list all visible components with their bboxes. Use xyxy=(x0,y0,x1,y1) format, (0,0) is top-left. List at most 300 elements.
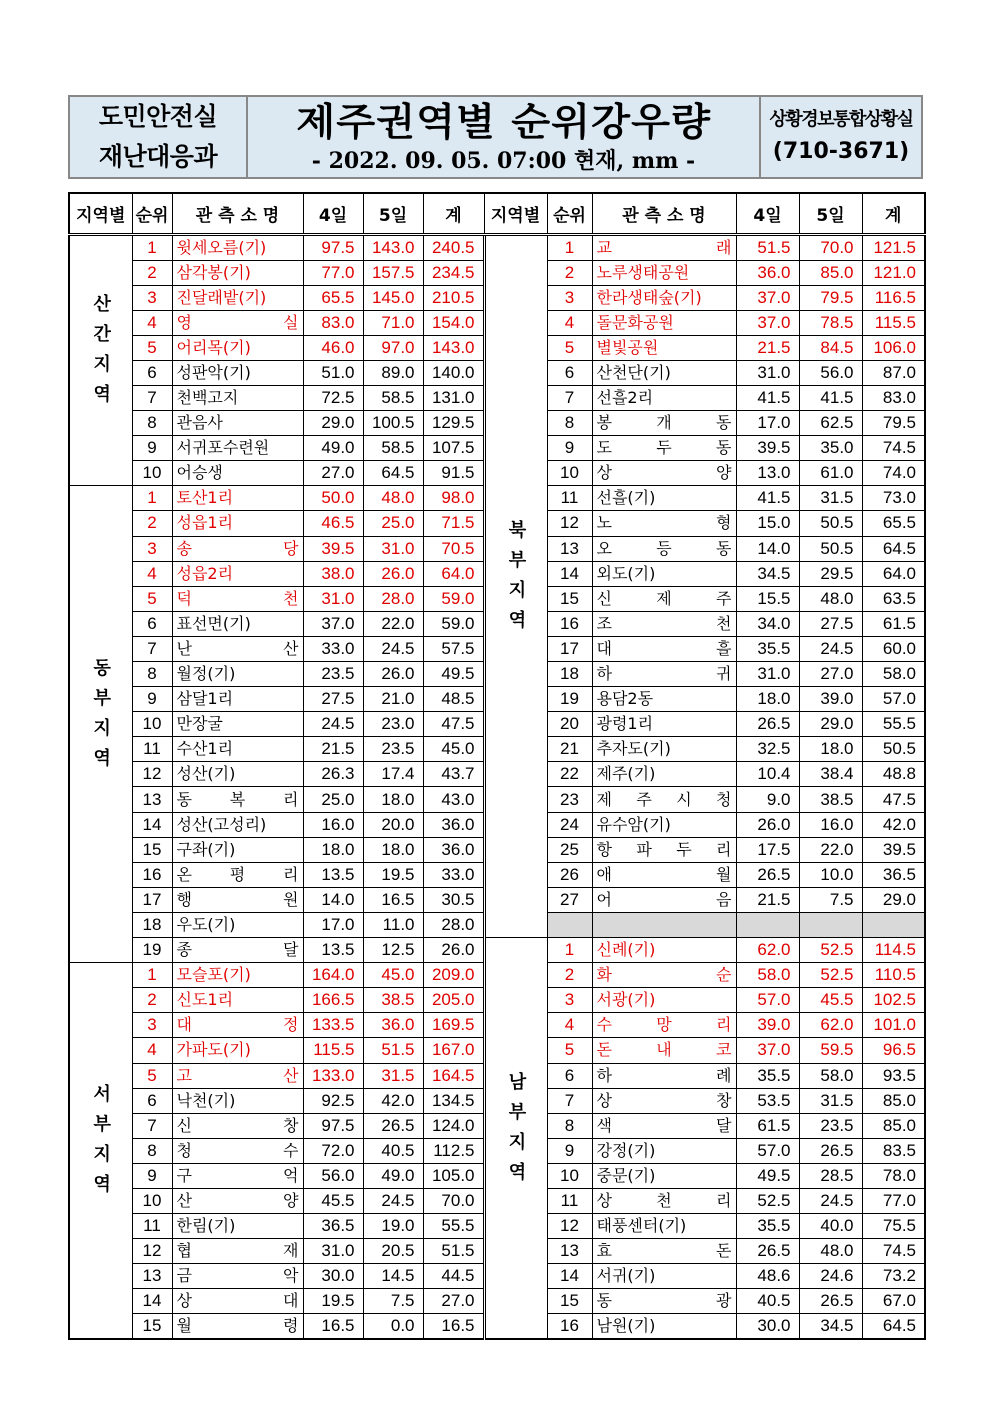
column-header: 지역별 xyxy=(69,193,132,234)
day5-value-cell: 62.5 xyxy=(799,411,862,436)
day4-value-cell: 30.0 xyxy=(736,1314,799,1340)
station-name-cell: 신례(기) xyxy=(592,938,736,963)
rank-cell: 6 xyxy=(132,360,172,385)
day4-value-cell: 46.5 xyxy=(303,511,363,536)
total-value-cell: 167.0 xyxy=(423,1038,484,1063)
day5-value-cell: 40.5 xyxy=(363,1138,423,1163)
column-header: 순위 xyxy=(547,193,592,234)
rank-cell: 17 xyxy=(132,887,172,912)
day4-value-cell: 57.0 xyxy=(736,988,799,1013)
total-value-cell: 205.0 xyxy=(423,988,484,1013)
station-name-cell: 구좌(기) xyxy=(172,837,303,862)
column-header: 계 xyxy=(423,193,484,234)
day5-value-cell: 59.5 xyxy=(799,1038,862,1063)
day5-value-cell: 16.0 xyxy=(799,812,862,837)
total-value-cell: 74.5 xyxy=(862,436,925,461)
day5-value-cell: 28.5 xyxy=(799,1163,862,1188)
rank-cell: 13 xyxy=(132,787,172,812)
day4-value-cell: 49.0 xyxy=(303,436,363,461)
office-block xyxy=(761,97,921,177)
rank-cell: 2 xyxy=(132,260,172,285)
day4-value-cell: 83.0 xyxy=(303,310,363,335)
station-name-cell: 산천단(기) xyxy=(592,360,736,385)
day5-value-cell: 45.0 xyxy=(363,963,423,988)
day4-value-cell: 37.0 xyxy=(736,1038,799,1063)
day4-value-cell: 52.5 xyxy=(736,1188,799,1213)
total-value-cell: 143.0 xyxy=(423,335,484,360)
day4-value-cell: 26.5 xyxy=(736,712,799,737)
rank-cell: 1 xyxy=(132,234,172,260)
blank-cell xyxy=(736,912,799,937)
station-name-cell: 모슬포(기) xyxy=(172,963,303,988)
station-name-cell: 성산(고성리) xyxy=(172,812,303,837)
total-value-cell: 134.5 xyxy=(423,1088,484,1113)
day5-value-cell: 19.5 xyxy=(363,862,423,887)
total-value-cell: 55.5 xyxy=(862,712,925,737)
station-name-cell: 구 억 xyxy=(172,1163,303,1188)
day4-value-cell: 37.0 xyxy=(303,611,363,636)
total-value-cell: 85.0 xyxy=(862,1088,925,1113)
blank-cell xyxy=(592,912,736,937)
day5-value-cell: 0.0 xyxy=(363,1314,423,1340)
day5-value-cell: 62.0 xyxy=(799,1013,862,1038)
total-value-cell: 49.5 xyxy=(423,662,484,687)
rank-cell: 6 xyxy=(132,611,172,636)
day4-value-cell: 16.5 xyxy=(303,1314,363,1340)
rank-cell: 12 xyxy=(547,511,592,536)
rank-cell: 1 xyxy=(547,938,592,963)
day5-value-cell: 89.0 xyxy=(363,360,423,385)
day4-value-cell: 72.5 xyxy=(303,385,363,410)
rank-cell: 3 xyxy=(132,285,172,310)
day4-value-cell: 38.0 xyxy=(303,561,363,586)
day5-value-cell: 28.0 xyxy=(363,586,423,611)
day4-value-cell: 9.0 xyxy=(736,787,799,812)
day4-value-cell: 14.0 xyxy=(736,536,799,561)
station-name-cell: 청 수 xyxy=(172,1138,303,1163)
day4-value-cell: 16.0 xyxy=(303,812,363,837)
total-value-cell: 60.0 xyxy=(862,636,925,661)
station-name-cell: 관음사 xyxy=(172,411,303,436)
day5-value-cell: 48.0 xyxy=(363,486,423,511)
day5-value-cell: 24.5 xyxy=(363,1188,423,1213)
station-name-cell: 신도1리 xyxy=(172,988,303,1013)
station-name-cell: 유수암(기) xyxy=(592,812,736,837)
station-name-cell: 표선면(기) xyxy=(172,611,303,636)
day5-value-cell: 50.5 xyxy=(799,536,862,561)
day5-value-cell: 11.0 xyxy=(363,912,423,937)
station-name-cell: 낙천(기) xyxy=(172,1088,303,1113)
day5-value-cell: 18.0 xyxy=(799,737,862,762)
rank-cell: 5 xyxy=(132,335,172,360)
day4-value-cell: 50.0 xyxy=(303,486,363,511)
day4-value-cell: 13.5 xyxy=(303,938,363,963)
region-label xyxy=(69,234,132,486)
day4-value-cell: 35.5 xyxy=(736,636,799,661)
rank-cell: 18 xyxy=(132,912,172,937)
total-value-cell: 36.5 xyxy=(862,862,925,887)
day4-value-cell: 32.5 xyxy=(736,737,799,762)
station-name-cell: 도 두 동 xyxy=(592,436,736,461)
station-name-cell: 신 창 xyxy=(172,1113,303,1138)
day4-value-cell: 21.5 xyxy=(736,335,799,360)
station-name-cell: 어승생 xyxy=(172,461,303,486)
day5-value-cell: 22.0 xyxy=(799,837,862,862)
day4-value-cell: 51.5 xyxy=(736,234,799,260)
station-name-cell: 어리목(기) xyxy=(172,335,303,360)
station-name-cell: 성읍1리 xyxy=(172,511,303,536)
day4-value-cell: 19.5 xyxy=(303,1289,363,1314)
day4-value-cell: 21.5 xyxy=(736,887,799,912)
day4-value-cell: 61.5 xyxy=(736,1113,799,1138)
rank-cell: 9 xyxy=(547,436,592,461)
day4-value-cell: 34.5 xyxy=(736,561,799,586)
station-name-cell: 신 제 주 xyxy=(592,586,736,611)
total-value-cell: 124.0 xyxy=(423,1113,484,1138)
document-header xyxy=(68,95,923,179)
rank-cell: 2 xyxy=(547,260,592,285)
total-value-cell: 63.5 xyxy=(862,586,925,611)
station-name-cell: 추자도(기) xyxy=(592,737,736,762)
station-name-cell: 애 월 xyxy=(592,862,736,887)
rank-cell: 13 xyxy=(132,1264,172,1289)
day4-value-cell: 18.0 xyxy=(303,837,363,862)
day4-value-cell: 26.5 xyxy=(736,862,799,887)
rank-cell: 4 xyxy=(132,310,172,335)
day5-value-cell: 29.0 xyxy=(799,712,862,737)
total-value-cell: 169.5 xyxy=(423,1013,484,1038)
office-phone: (710-3671) xyxy=(772,139,910,164)
day5-value-cell: 38.5 xyxy=(363,988,423,1013)
day5-value-cell: 56.0 xyxy=(799,360,862,385)
station-name-cell: 강정(기) xyxy=(592,1138,736,1163)
total-value-cell: 70.5 xyxy=(423,536,484,561)
day4-value-cell: 40.5 xyxy=(736,1289,799,1314)
total-value-cell: 83.5 xyxy=(862,1138,925,1163)
day4-value-cell: 39.5 xyxy=(303,536,363,561)
region-label-text: 산간지역 xyxy=(90,293,112,414)
station-name-cell: 어 음 xyxy=(592,887,736,912)
total-value-cell: 47.5 xyxy=(862,787,925,812)
total-value-cell: 64.0 xyxy=(862,561,925,586)
rank-cell: 9 xyxy=(547,1138,592,1163)
day4-value-cell: 37.0 xyxy=(736,285,799,310)
station-name-cell: 외도(기) xyxy=(592,561,736,586)
total-value-cell: 65.5 xyxy=(862,511,925,536)
day5-value-cell: 100.5 xyxy=(363,411,423,436)
department-line-2: 재난대응과 xyxy=(98,142,218,171)
rank-cell: 14 xyxy=(547,1264,592,1289)
day5-value-cell: 26.5 xyxy=(799,1289,862,1314)
station-name-cell: 중문(기) xyxy=(592,1163,736,1188)
day4-value-cell: 115.5 xyxy=(303,1038,363,1063)
day5-value-cell: 71.0 xyxy=(363,310,423,335)
total-value-cell: 78.0 xyxy=(862,1163,925,1188)
day5-value-cell: 52.5 xyxy=(799,938,862,963)
day4-value-cell: 97.5 xyxy=(303,1113,363,1138)
total-value-cell: 57.0 xyxy=(862,687,925,712)
day4-value-cell: 36.0 xyxy=(736,260,799,285)
station-name-cell: 교 래 xyxy=(592,234,736,260)
day5-value-cell: 42.0 xyxy=(363,1088,423,1113)
blank-cell xyxy=(862,912,925,937)
rank-cell: 4 xyxy=(547,310,592,335)
station-name-cell: 행 원 xyxy=(172,887,303,912)
day4-value-cell: 35.5 xyxy=(736,1214,799,1239)
rank-cell: 12 xyxy=(132,1239,172,1264)
total-value-cell: 87.0 xyxy=(862,360,925,385)
rank-cell: 7 xyxy=(132,385,172,410)
total-value-cell: 107.5 xyxy=(423,436,484,461)
total-value-cell: 85.0 xyxy=(862,1113,925,1138)
station-name-cell: 노루생태공원 xyxy=(592,260,736,285)
station-name-cell: 토산1리 xyxy=(172,486,303,511)
total-value-cell: 64.5 xyxy=(862,1314,925,1340)
rank-cell: 15 xyxy=(132,1314,172,1340)
rank-cell: 9 xyxy=(132,687,172,712)
day5-value-cell: 38.4 xyxy=(799,762,862,787)
station-name-cell: 월 령 xyxy=(172,1314,303,1340)
total-value-cell: 45.0 xyxy=(423,737,484,762)
station-name-cell: 금 악 xyxy=(172,1264,303,1289)
blank-cell xyxy=(547,912,592,937)
day5-value-cell: 79.5 xyxy=(799,285,862,310)
day4-value-cell: 77.0 xyxy=(303,260,363,285)
rank-cell: 20 xyxy=(547,712,592,737)
day5-value-cell: 21.0 xyxy=(363,687,423,712)
rank-cell: 6 xyxy=(547,1063,592,1088)
rank-cell: 10 xyxy=(132,1188,172,1213)
rank-cell: 24 xyxy=(547,812,592,837)
day5-value-cell: 31.5 xyxy=(799,1088,862,1113)
day5-value-cell: 78.5 xyxy=(799,310,862,335)
station-name-cell: 하 귀 xyxy=(592,662,736,687)
day4-value-cell: 48.6 xyxy=(736,1264,799,1289)
station-name-cell: 돌문화공원 xyxy=(592,310,736,335)
total-value-cell: 115.5 xyxy=(862,310,925,335)
station-name-cell: 삼달1리 xyxy=(172,687,303,712)
rank-cell: 2 xyxy=(547,963,592,988)
day5-value-cell: 26.5 xyxy=(799,1138,862,1163)
day4-value-cell: 26.3 xyxy=(303,762,363,787)
rank-cell: 4 xyxy=(547,1013,592,1038)
station-name-cell: 서광(기) xyxy=(592,988,736,1013)
station-name-cell: 돈 내 코 xyxy=(592,1038,736,1063)
station-name-cell: 한림(기) xyxy=(172,1214,303,1239)
day4-value-cell: 17.5 xyxy=(736,837,799,862)
rank-cell: 8 xyxy=(132,1138,172,1163)
station-name-cell: 용담2동 xyxy=(592,687,736,712)
day5-value-cell: 157.5 xyxy=(363,260,423,285)
total-value-cell: 51.5 xyxy=(423,1239,484,1264)
station-name-cell: 상 창 xyxy=(592,1088,736,1113)
rank-cell: 1 xyxy=(132,963,172,988)
total-value-cell: 110.5 xyxy=(862,963,925,988)
station-name-cell: 서귀포수련원 xyxy=(172,436,303,461)
rank-cell: 18 xyxy=(547,662,592,687)
day4-value-cell: 45.5 xyxy=(303,1188,363,1213)
day5-value-cell: 22.0 xyxy=(363,611,423,636)
day4-value-cell: 10.4 xyxy=(736,762,799,787)
rank-cell: 3 xyxy=(547,285,592,310)
station-name-cell: 동 광 xyxy=(592,1289,736,1314)
rank-cell: 19 xyxy=(132,938,172,963)
day4-value-cell: 30.0 xyxy=(303,1264,363,1289)
rank-cell: 15 xyxy=(547,1289,592,1314)
station-name-cell: 월정(기) xyxy=(172,662,303,687)
day4-value-cell: 34.0 xyxy=(736,611,799,636)
column-header: 계 xyxy=(862,193,925,234)
station-name-cell: 성읍2리 xyxy=(172,561,303,586)
station-name-cell: 서귀(기) xyxy=(592,1264,736,1289)
day4-value-cell: 29.0 xyxy=(303,411,363,436)
total-value-cell: 74.5 xyxy=(862,1239,925,1264)
station-name-cell: 성산(기) xyxy=(172,762,303,787)
day5-value-cell: 16.5 xyxy=(363,887,423,912)
day4-value-cell: 26.5 xyxy=(736,1239,799,1264)
rank-cell: 16 xyxy=(132,862,172,887)
day5-value-cell: 24.5 xyxy=(363,636,423,661)
station-name-cell: 협 재 xyxy=(172,1239,303,1264)
day4-value-cell: 21.5 xyxy=(303,737,363,762)
day4-value-cell: 13.5 xyxy=(303,862,363,887)
day4-value-cell: 15.5 xyxy=(736,586,799,611)
total-value-cell: 240.5 xyxy=(423,234,484,260)
rank-cell: 1 xyxy=(547,234,592,260)
total-value-cell: 47.5 xyxy=(423,712,484,737)
rank-cell: 3 xyxy=(547,988,592,1013)
total-value-cell: 27.0 xyxy=(423,1289,484,1314)
total-value-cell: 91.5 xyxy=(423,461,484,486)
day5-value-cell: 12.5 xyxy=(363,938,423,963)
day4-value-cell: 31.0 xyxy=(736,662,799,687)
rank-cell: 16 xyxy=(547,611,592,636)
day4-value-cell: 14.0 xyxy=(303,887,363,912)
day5-value-cell: 24.6 xyxy=(799,1264,862,1289)
total-value-cell: 39.5 xyxy=(862,837,925,862)
day4-value-cell: 27.5 xyxy=(303,687,363,712)
rank-cell: 15 xyxy=(547,586,592,611)
day4-value-cell: 39.0 xyxy=(736,1013,799,1038)
day5-value-cell: 29.5 xyxy=(799,561,862,586)
station-name-cell: 대 흘 xyxy=(592,636,736,661)
day4-value-cell: 35.5 xyxy=(736,1063,799,1088)
rank-cell: 4 xyxy=(132,561,172,586)
day4-value-cell: 58.0 xyxy=(736,963,799,988)
total-value-cell: 36.0 xyxy=(423,837,484,862)
column-header: 5일 xyxy=(363,193,423,234)
day5-value-cell: 58.0 xyxy=(799,1063,862,1088)
day5-value-cell: 7.5 xyxy=(799,887,862,912)
rank-cell: 15 xyxy=(132,837,172,862)
day4-value-cell: 25.0 xyxy=(303,787,363,812)
column-header: 관 측 소 명 xyxy=(172,193,303,234)
total-value-cell: 67.0 xyxy=(862,1289,925,1314)
rank-cell: 11 xyxy=(547,486,592,511)
day4-value-cell: 18.0 xyxy=(736,687,799,712)
total-value-cell: 154.0 xyxy=(423,310,484,335)
station-name-cell: 윗세오름(기) xyxy=(172,234,303,260)
day5-value-cell: 23.5 xyxy=(363,737,423,762)
day4-value-cell: 164.0 xyxy=(303,963,363,988)
day4-value-cell: 27.0 xyxy=(303,461,363,486)
total-value-cell: 57.5 xyxy=(423,636,484,661)
page-subtitle: - 2022. 09. 05. 07:00 현재, mm - xyxy=(311,148,696,174)
day5-value-cell: 49.0 xyxy=(363,1163,423,1188)
total-value-cell: 106.0 xyxy=(862,335,925,360)
day5-value-cell: 10.0 xyxy=(799,862,862,887)
day5-value-cell: 48.0 xyxy=(799,586,862,611)
station-name-cell: 수 망 리 xyxy=(592,1013,736,1038)
day5-value-cell: 51.5 xyxy=(363,1038,423,1063)
rank-cell: 6 xyxy=(132,1088,172,1113)
day4-value-cell: 31.0 xyxy=(303,586,363,611)
rank-cell: 2 xyxy=(132,988,172,1013)
station-name-cell: 제주(기) xyxy=(592,762,736,787)
day4-value-cell: 31.0 xyxy=(736,360,799,385)
station-name-cell: 상 천 리 xyxy=(592,1188,736,1213)
total-value-cell: 112.5 xyxy=(423,1138,484,1163)
rank-cell: 5 xyxy=(547,1038,592,1063)
total-value-cell: 121.0 xyxy=(862,260,925,285)
rank-cell: 7 xyxy=(547,385,592,410)
column-header: 지역별 xyxy=(484,193,547,234)
station-name-cell: 우도(기) xyxy=(172,912,303,937)
rank-cell: 10 xyxy=(547,461,592,486)
day5-value-cell: 17.4 xyxy=(363,762,423,787)
day4-value-cell: 133.5 xyxy=(303,1013,363,1038)
total-value-cell: 26.0 xyxy=(423,938,484,963)
day5-value-cell: 85.0 xyxy=(799,260,862,285)
day4-value-cell: 133.0 xyxy=(303,1063,363,1088)
total-value-cell: 234.5 xyxy=(423,260,484,285)
rank-cell: 25 xyxy=(547,837,592,862)
total-value-cell: 61.5 xyxy=(862,611,925,636)
rank-cell: 10 xyxy=(132,712,172,737)
day4-value-cell: 97.5 xyxy=(303,234,363,260)
day4-value-cell: 92.5 xyxy=(303,1088,363,1113)
day5-value-cell: 7.5 xyxy=(363,1289,423,1314)
rank-cell: 23 xyxy=(547,787,592,812)
total-value-cell: 101.0 xyxy=(862,1013,925,1038)
station-name-cell: 수산1리 xyxy=(172,737,303,762)
table-row xyxy=(69,938,925,963)
rank-cell: 8 xyxy=(547,411,592,436)
station-name-cell: 태풍센터(기) xyxy=(592,1214,736,1239)
total-value-cell: 70.0 xyxy=(423,1188,484,1213)
day4-value-cell: 72.0 xyxy=(303,1138,363,1163)
station-name-cell: 고 산 xyxy=(172,1063,303,1088)
total-value-cell: 43.0 xyxy=(423,787,484,812)
rank-cell: 27 xyxy=(547,887,592,912)
day5-value-cell: 97.0 xyxy=(363,335,423,360)
day4-value-cell: 17.0 xyxy=(303,912,363,937)
total-value-cell: 30.5 xyxy=(423,887,484,912)
rank-cell: 14 xyxy=(547,561,592,586)
day5-value-cell: 24.5 xyxy=(799,1188,862,1213)
region-label xyxy=(484,234,547,938)
day4-value-cell: 17.0 xyxy=(736,411,799,436)
day5-value-cell: 143.0 xyxy=(363,234,423,260)
station-name-cell: 상 대 xyxy=(172,1289,303,1314)
day4-value-cell: 37.0 xyxy=(736,310,799,335)
day5-value-cell: 36.0 xyxy=(363,1013,423,1038)
total-value-cell: 75.5 xyxy=(862,1214,925,1239)
day5-value-cell: 64.5 xyxy=(363,461,423,486)
total-value-cell: 58.0 xyxy=(862,662,925,687)
rank-cell: 3 xyxy=(132,536,172,561)
day5-value-cell: 26.0 xyxy=(363,662,423,687)
